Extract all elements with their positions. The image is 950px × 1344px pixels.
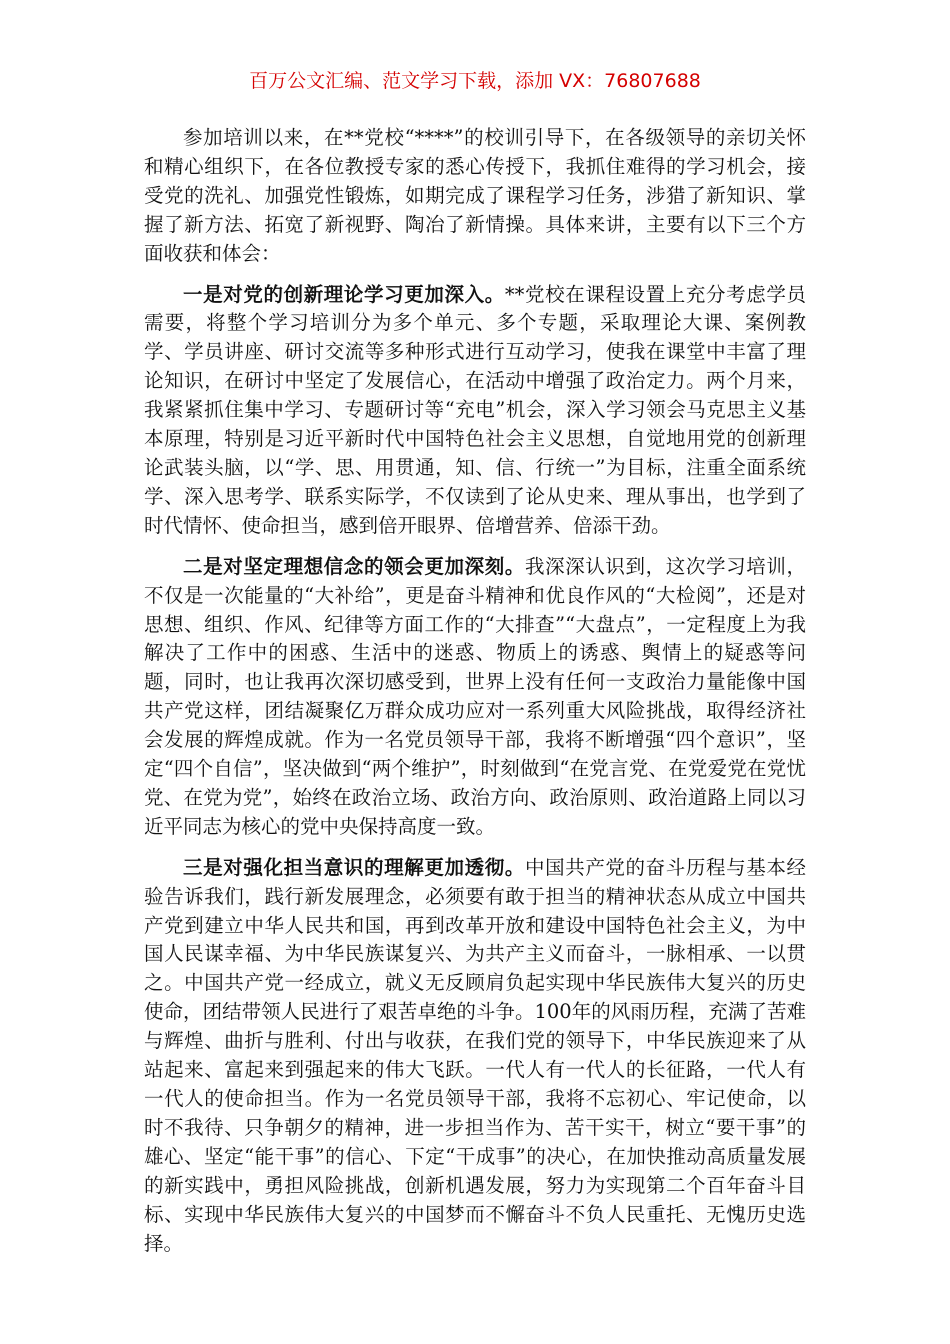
paragraph-lead: 一是对党的创新理论学习更加深入。 bbox=[183, 282, 505, 306]
paragraph-lead: 三是对强化担当意识的理解更加透彻。 bbox=[183, 855, 525, 879]
paragraph-text: **党校在课程设置上充分考虑学员需要，将整个学习培训分为多个单元、多个专题，采取理论大课、案例教学、学员讲座、研讨交流等多种形式进行互动学习，使我在课堂中丰富了理论知识，在研讨中坚定了发展信心，在活动中增强了政治定力。两个月来，我紧紧抓住集中学习、专题研讨等“充电”机会，深入学习领会马克思主义基本原理，特别是习近平新时代中国特色社会主义思想，自觉地用党的创新理论武装头脑，以“学、思、用贯通，知、信、行统一”为目标，注重全面系统学、深入思考学、联系实际学，不仅读到了论从史来、理从事出，也学到了时代情怀、使命担当，感到倍开眼界、倍增营养、倍添干劲。 bbox=[144, 282, 806, 537]
watermark-header: 百万公文汇编、范文学习下载，添加 VX：76807688 bbox=[249, 70, 701, 92]
document-body bbox=[144, 124, 806, 1270]
paragraph-text: 中国共产党的奋斗历程与基本经验告诉我们，践行新发展理念，必须要有敢于担当的精神状态从成立中国共产党到建立中华人民共和国，再到改革开放和建设中国特色社会主义，为中国人民谋幸福、为中华民族谋复兴、为共产主义而奋斗，一脉相承、一以贯之。中国共产党一经成立，就义无反顾肩负起实现中华民族伟大复兴的历史使命，团结带领人民进行了艰苦卓绝的斗争。100年的风雨历程，充满了苦难与辉煌、曲折与胜利、付出与收获，在我们党的领导下，中华民族迎来了从站起来、富起来到强起来的伟大飞跃。一代人有一代人的长征路，一代人有一代人的使命担当。作为一名党员领导干部，我将不忘初心、牢记使命，以时不我待、只争朝夕的精神，进一步担当作为、苦干实干，树立“要干事”的雄心、坚定“能干事”的信心、下定“干成事”的决心，在加快推动高质量发展的新实践中，勇担风险挑战，创新机遇发展，努力为实现第二个百年奋斗目标、实现中华民族伟大复兴的中国梦而不懈奋斗不负人民重托、无愧历史选择。 bbox=[144, 855, 806, 1255]
paragraph-text: 参加培训以来，在**党校“****”的校训引导下，在各级领导的亲切关怀和精心组织下，在各位教授专家的悉心传授下，我抓住难得的学习机会，接受党的洗礼、加强党性锻炼，如期完成了课程学习任务，涉猎了新知识、掌握了新方法、拓宽了新视野、陶冶了新情操。具体来讲，主要有以下三个方面收获和体会： bbox=[144, 126, 806, 265]
paragraph-point-1 bbox=[144, 281, 806, 541]
paragraph-point-3 bbox=[144, 854, 806, 1259]
paragraph-point-2 bbox=[144, 553, 806, 842]
paragraph-intro bbox=[144, 124, 806, 269]
paragraph-text: 我深深认识到，这次学习培训，不仅是一次能量的“大补给”，更是奋斗精神和优良作风的“大检阅”，还是对思想、组织、作风、纪律等方面工作的“大排查”“大盘点”，一定程度上为我解决了工作中的困惑、生活中的迷惑、物质上的诱惑、舆情上的疑惑等问题，同时，也让我再次深切感受到，世界上没有任何一支政治力量能像中国共产党这样，团结凝聚亿万群众成功应对一系列重大风险挑战，取得经济社会发展的辉煌成就。作为一名党员领导干部，我将不断增强“四个意识”，坚定“四个自信”，坚决做到“两个维护”，时刻做到“在党言党、在党爱党在党忧党、在党为党”，始终在政治立场、政治方向、政治原则、政治道路上同以习近平同志为核心的党中央保持高度一致。 bbox=[144, 554, 806, 838]
paragraph-lead: 二是对坚定理想信念的领会更加深刻。 bbox=[183, 554, 525, 578]
